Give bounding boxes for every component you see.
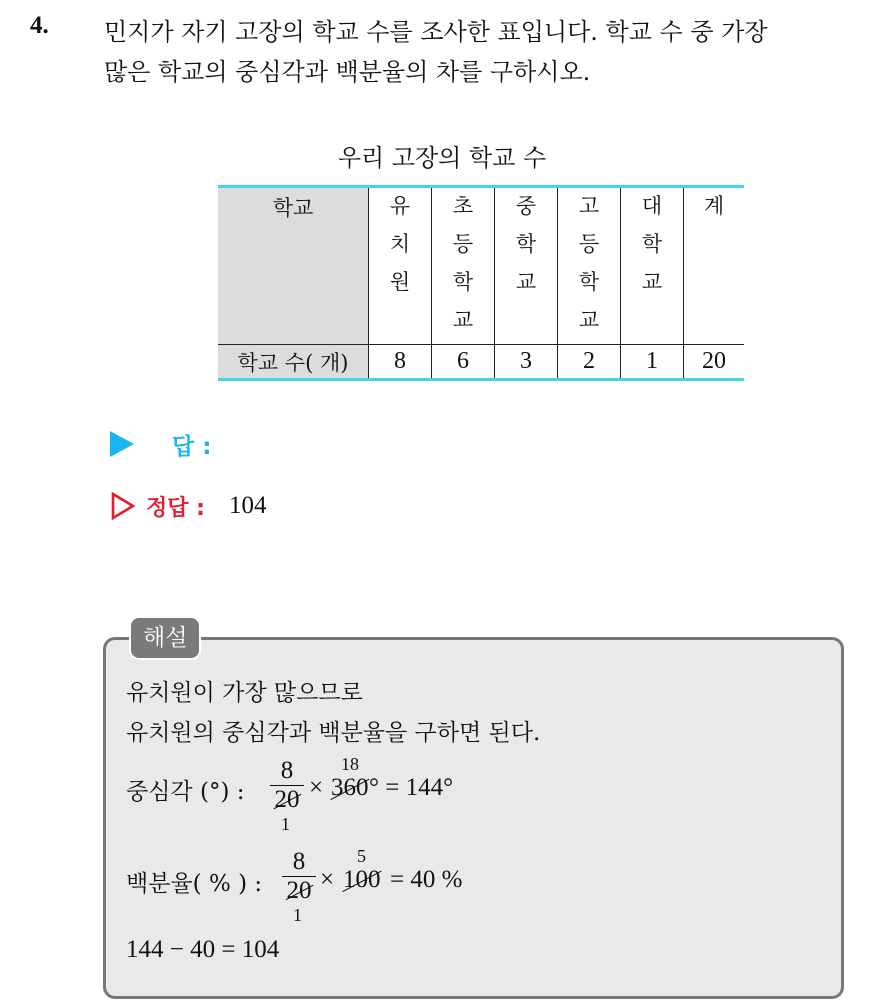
table-caption: 우리 고장의 학교 수 (337, 144, 547, 172)
percent-result: = 40 % (390, 866, 463, 893)
column-header-char: 원 (389, 270, 411, 294)
play-triangle-icon (110, 431, 134, 457)
explanation-line-1: 유치원이 가장 많으므로 (126, 680, 363, 706)
column-header-char: 대 (641, 194, 663, 218)
col-kindergarten (369, 187, 432, 345)
angle-numerator: 8 (280, 757, 294, 784)
question-text (104, 12, 874, 92)
angle-denominator: 20 (274, 786, 300, 813)
percent-label: 백분율( % ) : (126, 871, 263, 897)
column-header-char: 학 (641, 232, 663, 256)
answer-label: 답 : (172, 433, 212, 460)
column-header-char: 학 (515, 232, 537, 256)
question-number: 4. (30, 12, 49, 39)
question-line-1: 민지가 자기 고장의 학교 수를 조사한 표입니다. 학교 수 중 가장 (104, 18, 768, 46)
column-header-char: 계 (703, 194, 725, 218)
outline-triangle-icon (110, 491, 136, 521)
table-cell: 6 (432, 345, 495, 380)
percent-fraction (282, 848, 316, 905)
column-header-char: 등 (452, 232, 474, 256)
angle-denominator-reduced: 1 (281, 814, 290, 834)
answer-row (110, 427, 211, 461)
table-cell: 1 (621, 345, 684, 380)
table-cell: 2 (558, 345, 621, 380)
col-elementary (432, 187, 495, 345)
school-count-table (218, 185, 744, 381)
angle-multiplier-reduced: 18 (341, 754, 359, 774)
final-calculation: 144 − 40 = 104 (126, 936, 280, 963)
correct-answer-label: 정답 : (146, 495, 205, 521)
col-high (558, 187, 621, 345)
column-header-char: 학 (578, 270, 600, 294)
column-header-char: 중 (515, 194, 537, 218)
col-total (684, 187, 745, 345)
correct-answer-value: 104 (228, 492, 267, 519)
column-header-char: 교 (578, 308, 600, 332)
angle-result: ° = 144° (369, 774, 454, 801)
col-university (621, 187, 684, 345)
angle-times: × (309, 774, 324, 801)
angle-multiplier: 360 (331, 774, 369, 801)
table-cell: 8 (369, 345, 432, 380)
table-cell: 20 (684, 345, 745, 380)
column-header-char: 교 (452, 308, 474, 332)
percent-times: × (320, 866, 335, 893)
percent-denominator: 20 (286, 877, 312, 904)
column-header-char: 학 (452, 270, 474, 294)
percent-multiplier: 100 (343, 866, 381, 893)
explanation-line-2: 유치원의 중심각과 백분율을 구하면 된다. (126, 720, 541, 746)
correct-answer-row (110, 488, 266, 524)
column-header-char: 초 (452, 194, 474, 218)
percent-multiplier-reduced: 5 (357, 846, 366, 866)
percent-numerator: 8 (292, 848, 306, 875)
column-header-char: 교 (641, 270, 663, 294)
table-header-row (218, 187, 744, 345)
column-header-char: 교 (515, 270, 537, 294)
row-header-school: 학교 (218, 187, 369, 345)
question-line-2: 많은 학교의 중심각과 백분율의 차를 구하시오. (104, 58, 591, 86)
angle-label: 중심각 (°) : (126, 779, 245, 805)
explanation-tab: 해설 (129, 616, 201, 660)
column-header-char: 고 (578, 194, 600, 218)
table-value-row (218, 345, 744, 380)
column-header-char: 치 (389, 232, 411, 256)
column-header-char: 유 (389, 194, 411, 218)
row-header-count: 학교 수( 개) (218, 345, 369, 380)
percent-denominator-reduced: 1 (293, 905, 302, 925)
angle-fraction (270, 757, 304, 814)
table-cell: 3 (495, 345, 558, 380)
column-header-char: 등 (578, 232, 600, 256)
col-middle (495, 187, 558, 345)
